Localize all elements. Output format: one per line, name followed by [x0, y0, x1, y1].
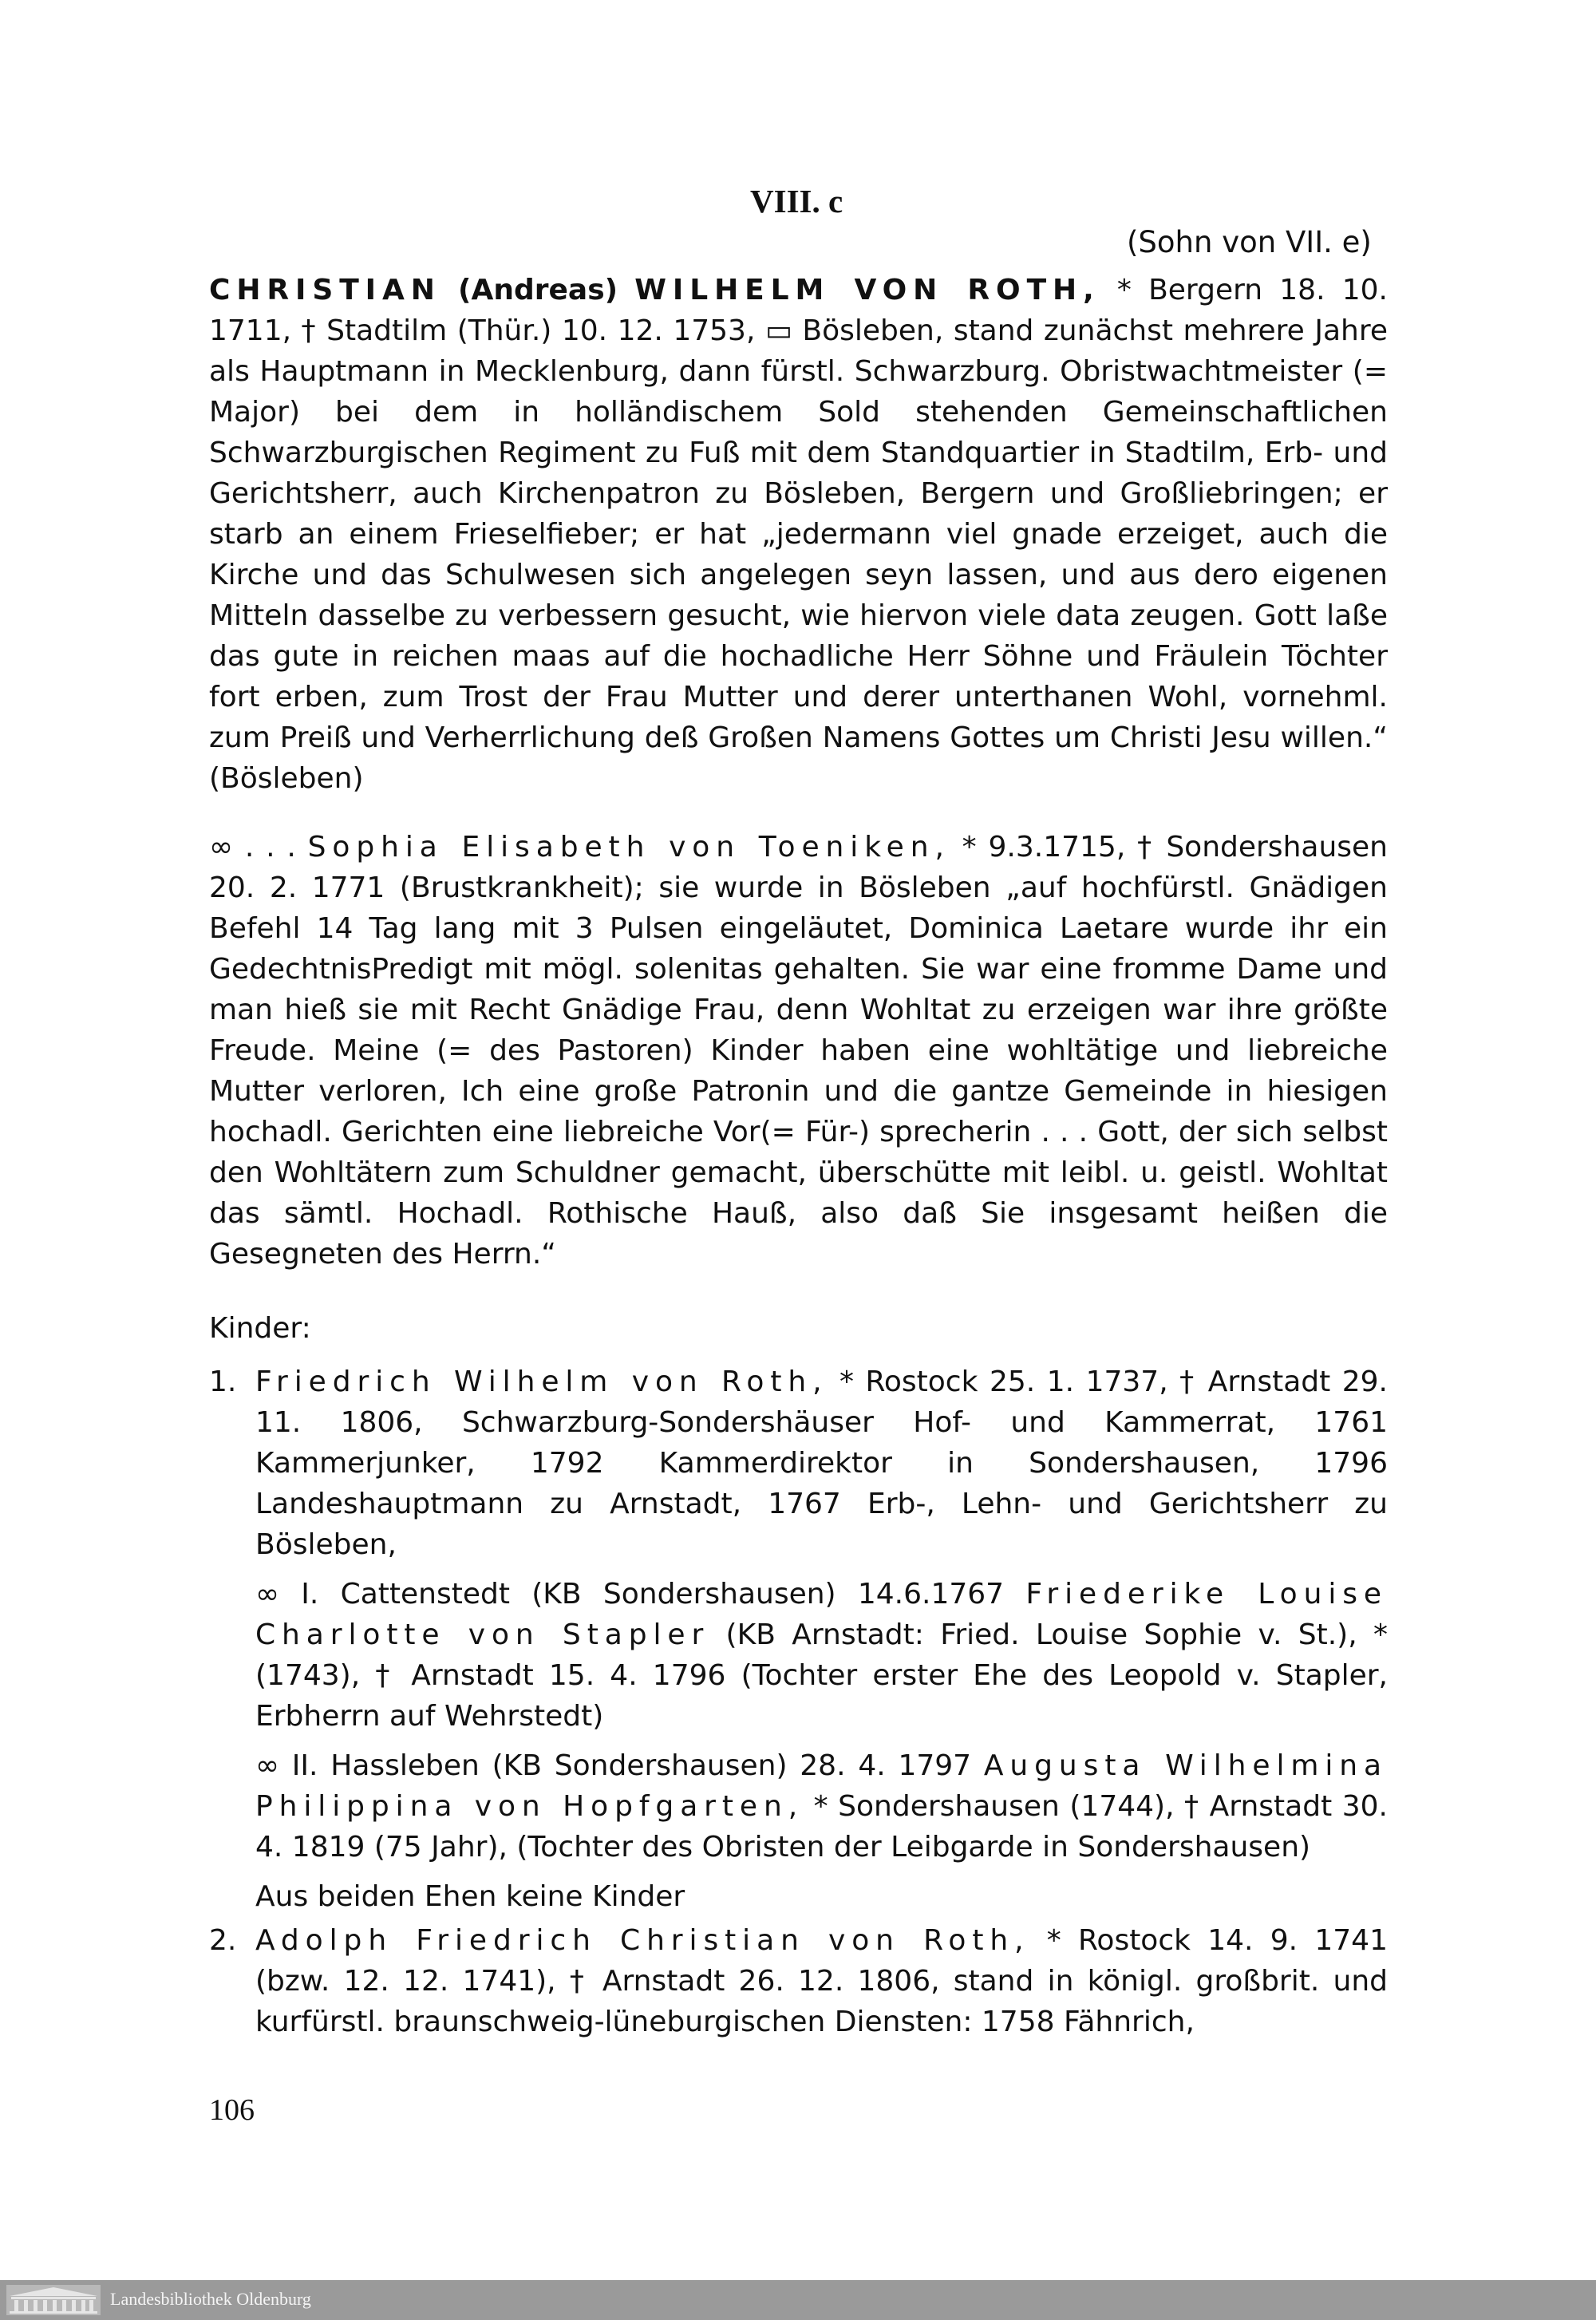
first-marriage-details: (KB Arnstadt: Fried. Louise Sophie v. St.), * (1743), † Arnstadt 15. 4. 1796 (Tochter erster Ehe des Leopold v. Stapler, Erbherrn auf Wehrstedt): [255, 1618, 1389, 1733]
child-bio: * Rostock 14. 9. 1741 (bzw. 12. 12. 1741), † Arnstadt 26. 12. 1806, stand in königl. großbrit. und kurfürstl. braunschweig-lüneburgischen Diensten: 1758 Fähnrich,: [255, 1924, 1388, 2038]
first-marriage: ∞ I. Cattenstedt (KB Sondershausen) 14.6.1767: [255, 1578, 1026, 1611]
spouse-name: Sophia Elisabeth von Toeniken,: [307, 831, 950, 864]
children-note: Aus beiden Ehen keine Kinder: [255, 1880, 685, 1913]
child-bio: * Rostock 25. 1. 1737, † Arnstadt 29. 11. 1806, Schwarzburg-Sondershäuser Hof- und Kammerrat, 1761 Kammerjunker, 1792 Kammerdirektor in Sondershausen, 1796 Landeshauptmann zu Arnstadt, 1767 Erb-, Lehn- und Gerichtsherr zu Bösleben,: [255, 1366, 1388, 1561]
main-entry: [209, 270, 1388, 799]
page-number: 106: [209, 2093, 255, 2127]
section-heading: VIII. c: [750, 183, 843, 219]
main-name-rest: WILHELM VON ROTH,: [634, 274, 1100, 306]
main-name-paren: (Andreas): [458, 274, 618, 306]
first-spouse-name: Friederike Louise Charlotte von Stapler: [255, 1578, 1388, 1651]
child-name: Friedrich Wilhelm von Roth,: [255, 1366, 828, 1398]
spouse-text: * 9.3.1715, † Sondershausen 20. 2. 1771 (Brustkrankheit); sie wurde in Bösleben „auf hochfürstl. Gnädigen Befehl 14 Tag lang mit 3 Pulsen eingeläutet, Dominica Laetare wurde ihr ein GedechtnisPredigt mit mögl. solenitas gehalten. Sie war eine fromme Dame und man hieß sie mit Recht Gnädige Frau, denn Wohltat zu erzeigen war ihre größte Freude. Meine (= des Pastoren) Kinder haben eine wohltätige und liebreiche Mutter verloren, Ich eine große Patronin und die gantze Gemeinde in hiesigen hochadl. Gerichten eine liebreiche Vor(= Für-) sprecherin . . . Gott, der sich selbst den Wohltätern zum Schuldner gemacht, überschütte mit leibl. u. geistl. Wohltat das sämtl. Hochadl. Rothische Hauß, also daß Sie insgesamt heißen die Gesegneten des Herrn.“: [209, 831, 1388, 1271]
second-marriage-details: * Sondershausen (1744), † Arnstadt 30. 4. 1819 (75 Jahr), (Tochter des Obristen der Leibgarde in Sondershausen): [255, 1790, 1388, 1864]
main-name: CHRISTIAN: [209, 274, 441, 306]
spouse-entry: [209, 827, 1388, 1275]
child-number: 1.: [209, 1366, 237, 1398]
library-building-icon: [6, 2285, 101, 2315]
library-name: Landesbibliothek Oldenburg: [110, 2289, 311, 2309]
child-number: 2.: [209, 1924, 237, 1957]
main-bio: * Bergern 18. 10. 1711, † Stadtilm (Thür.) 10. 12. 1753, ▭ Bösleben, stand zunächst mehrere Jahre als Hauptmann in Mecklenburg, dann fürstl. Schwarzburg. Obristwachtmeister (= Major) bei dem in holländischem Sold stehenden Gemeinschaftlichen Schwarzburgischen Regiment zu Fuß mit dem Standquartier in Stadtilm, Erb- und Gerichtsherr, auch Kirchenpatron zu Bösleben, Bergern und Großliebringen; er starb an einem Frieselfieber; er hat „jedermann viel gnade erzeiget, auch die Kirche und das Schulwesen sich angelegen seyn lassen, und aus dero eigenen Mitteln dasselbe zu verbessern gesucht, wie hiervon viele data zeugen. Gott laße das gute in reichen maas auf die hochadliche Herr Söhne und Fräulein Töchter fort erben, zum Trost der Frau Mutter und derer unterthanen Wohl, vornehml. zum Preiß und Verherrlichung deß Großen Namens Gottes um Christi Jesu willen.“ (Bösleben): [209, 274, 1388, 795]
library-footer: [0, 2280, 1596, 2320]
second-marriage: ∞ II. Hassleben (KB Sondershausen) 28. 4. 1797: [255, 1749, 984, 1782]
second-spouse-name: Augusta Wilhelmina Philippina von Hopfgarten,: [255, 1749, 1388, 1823]
children-heading: Kinder:: [209, 1312, 311, 1345]
parent-reference: (Sohn von VII. e): [1127, 225, 1372, 259]
marriage-symbol: ∞ . . .: [209, 831, 296, 864]
child-name: Adolph Friedrich Christian von Roth,: [255, 1924, 1030, 1957]
